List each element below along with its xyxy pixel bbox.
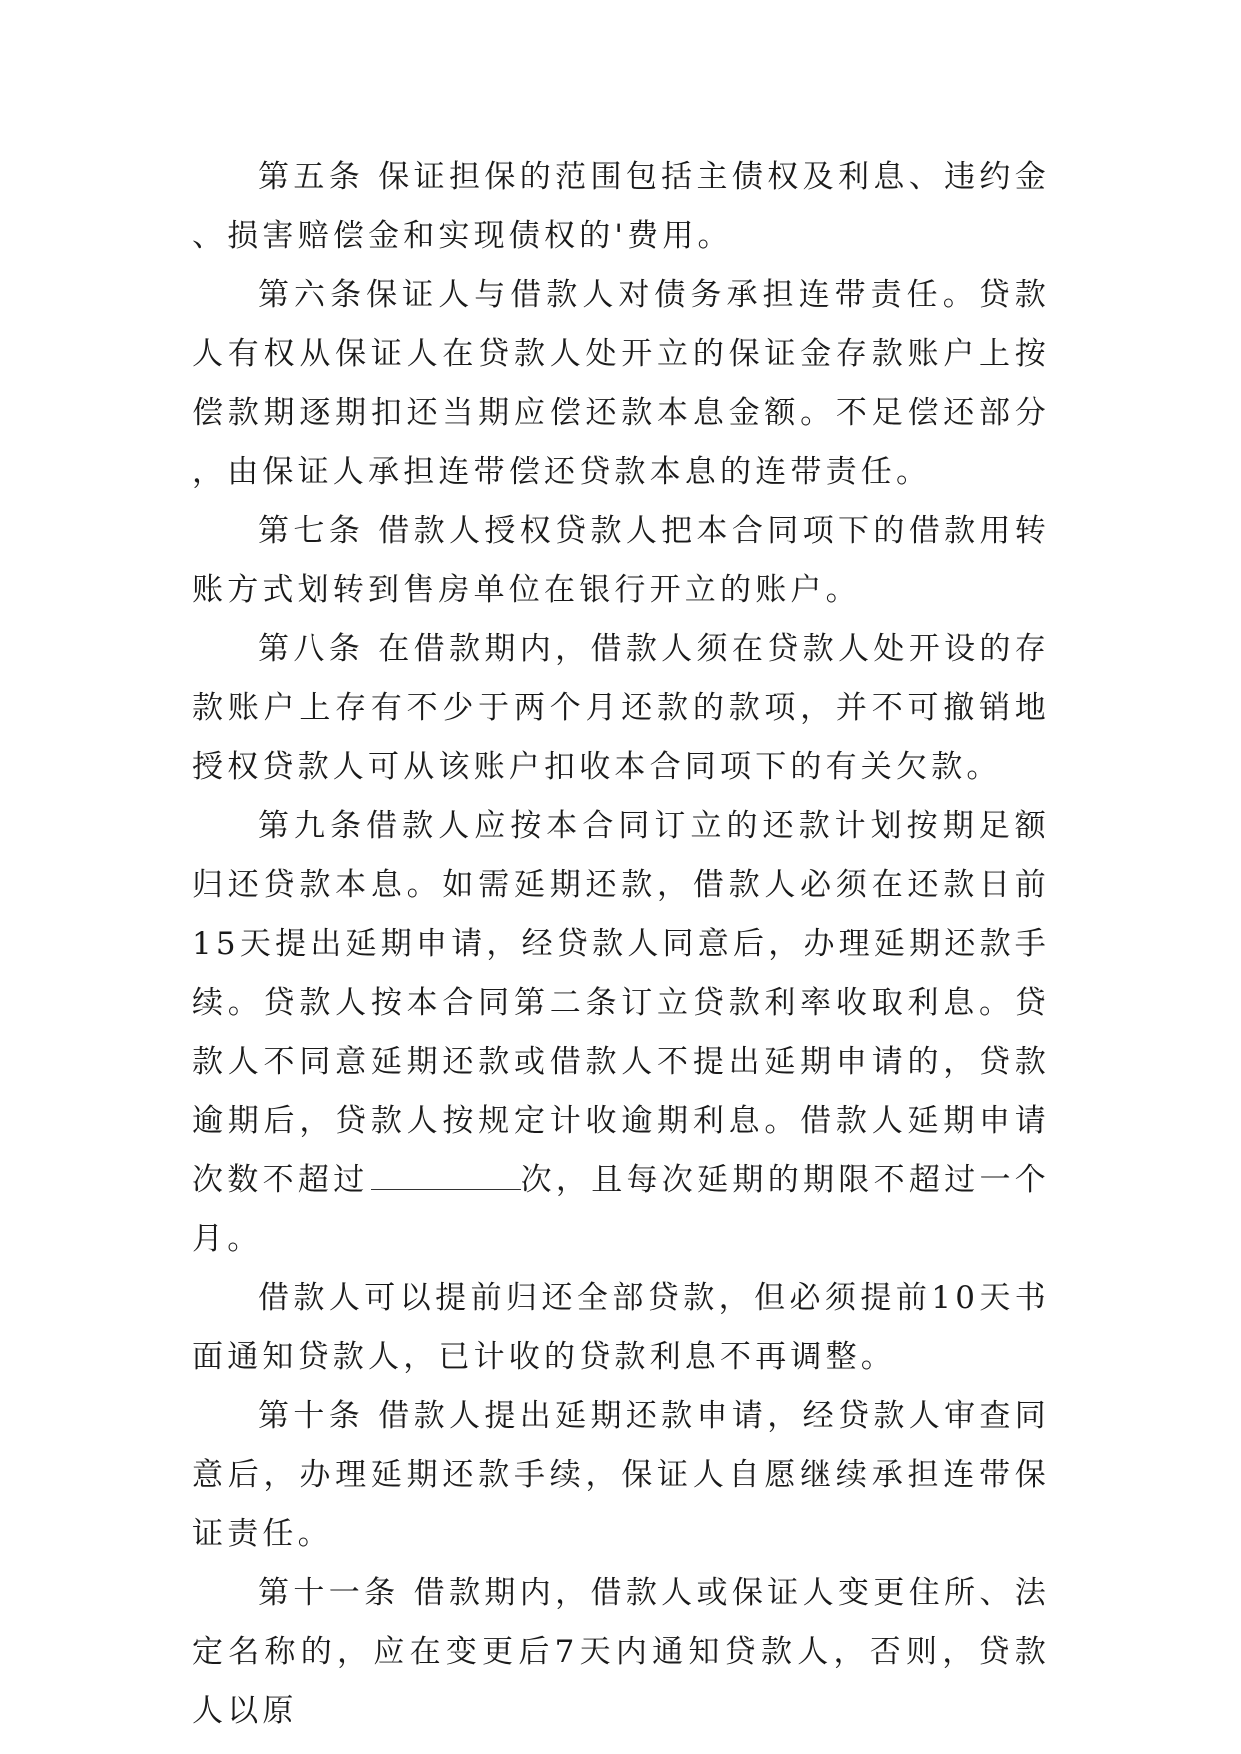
article-10-paragraph: 第十条 借款人提出延期还款申请，经贷款人审查同意后，办理延期还款手续，保证人自愿继续承担连带保证责任。 <box>192 1398 1050 1552</box>
article-9-text-continued: 次，且每次延期的期限不超过一个月。 <box>192 1162 1050 1257</box>
early-repayment-paragraph: 借款人可以提前归还全部贷款，但必须提前10天书面通知贷款人，已计收的贷款利息不再调整。 <box>192 1280 1050 1375</box>
article-11-paragraph: 第十一条 借款期内，借款人或保证人变更住所、法定名称的，应在变更后7天内通知贷款人，否则，贷款人以原 <box>192 1575 1050 1729</box>
fill-in-blank <box>371 1188 521 1190</box>
article-5-paragraph: 第五条 保证担保的范围包括主债权及利息、违约金、损害赔偿金和实现债权的'费用。 <box>192 159 1050 254</box>
article-9-text: 第九条借款人应按本合同订立的还款计划按期足额归还贷款本息。如需延期还款，借款人必须在还款日前15天提出延期申请，经贷款人同意后，办理延期还款手续。贷款人按本合同第二条订立贷款利率收取利息。贷款人不同意延期还款或借款人不提出延期申请的，贷款逾期后，贷款人按规定计收逾期利息。借款人延期申请次数不超过 <box>192 808 1050 1198</box>
document-body <box>192 148 1050 1741</box>
article-7-paragraph: 第七条 借款人授权贷款人把本合同项下的借款用转账方式划转到售房单位在银行开立的账户。 <box>192 513 1050 608</box>
article-6-paragraph: 第六条保证人与借款人对债务承担连带责任。贷款人有权从保证人在贷款人处开立的保证金存款账户上按偿款期逐期扣还当期应偿还款本息金额。不足偿还部分，由保证人承担连带偿还贷款本息的连带责任。 <box>192 277 1050 490</box>
article-8-paragraph: 第八条 在借款期内，借款人须在贷款人处开设的存款账户上存有不少于两个月还款的款项，并不可撤销地授权贷款人可从该账户扣收本合同项下的有关欠款。 <box>192 631 1050 785</box>
article-9-paragraph <box>192 797 1050 1269</box>
